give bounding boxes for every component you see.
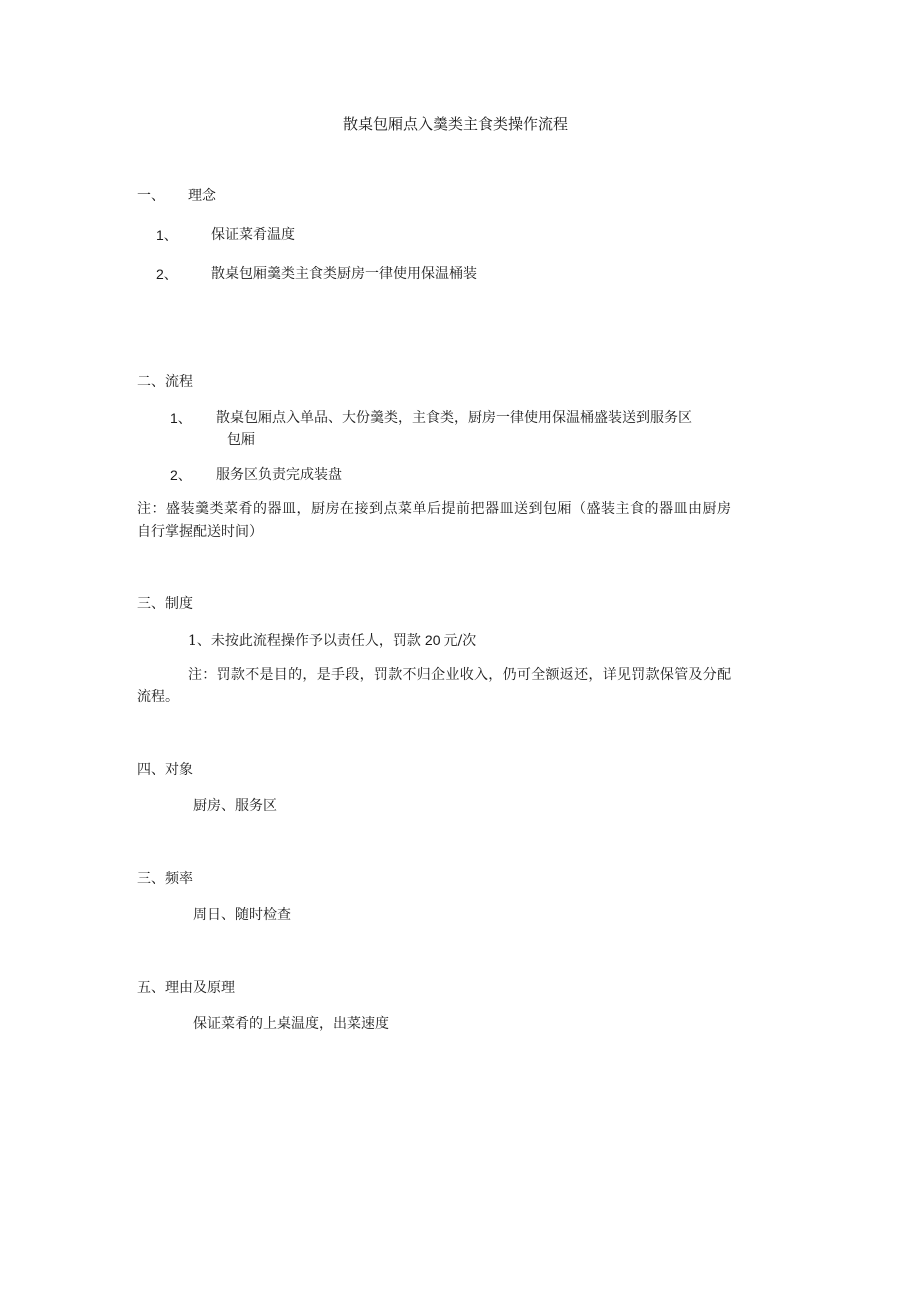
section-3-note-line-2: 流程。 [137,689,179,705]
section-2-note-line-1: 注：盛装羹类菜肴的器皿，厨房在接到点菜单后提前把器皿送到包厢（盛装主食的器皿由厨房 [137,501,732,517]
section-1-number: 一、 [137,188,165,204]
section-3-rule-amount: 20 [424,632,441,648]
document-title: 散桌包厢点入羹类主食类操作流程 [343,115,569,133]
section-3-heading: 三、制度 [137,596,193,612]
section-3-rule-prefix: 1、未按此流程操作予以责任人，罚款 [188,633,421,649]
section-1-item-2-number: 2、 [156,266,178,282]
section-2-heading: 二、流程 [137,374,193,390]
section-6-heading: 五、理由及原理 [137,980,235,996]
section-3-rule-suffix: 元/次 [443,633,477,649]
section-3-rule [188,630,476,651]
section-2-item-1-text: 散桌包厢点入单品、大份羹类，主食类，厨房一律使用保温桶盛装送到服务区 [216,410,692,426]
section-4-heading: 四、对象 [137,762,193,778]
section-4-text: 厨房、服务区 [193,798,277,814]
section-1-item-1-number: 1、 [156,227,178,243]
section-6-text: 保证菜肴的上桌温度，出菜速度 [193,1016,389,1032]
section-2-item-2-text: 服务区负责完成装盘 [216,467,342,483]
section-2-note-line-2: 自行掌握配送时间） [137,524,263,540]
section-2-item-1-number: 1、 [170,410,192,426]
section-1-item-2-text: 散桌包厢羹类主食类厨房一律使用保温桶装 [211,266,477,282]
section-3-note-line-1: 注：罚款不是目的，是手段，罚款不归企业收入，仍可全额返还，详见罚款保管及分配 [188,667,732,683]
section-5-text: 周日、随时检查 [193,907,291,923]
section-2-item-1-continuation: 包厢 [227,432,255,448]
section-1-heading: 理念 [188,188,216,204]
section-2-item-2-number: 2、 [170,467,192,483]
section-1-item-1-text: 保证菜肴温度 [211,227,295,243]
section-5-heading: 三、频率 [137,871,193,887]
